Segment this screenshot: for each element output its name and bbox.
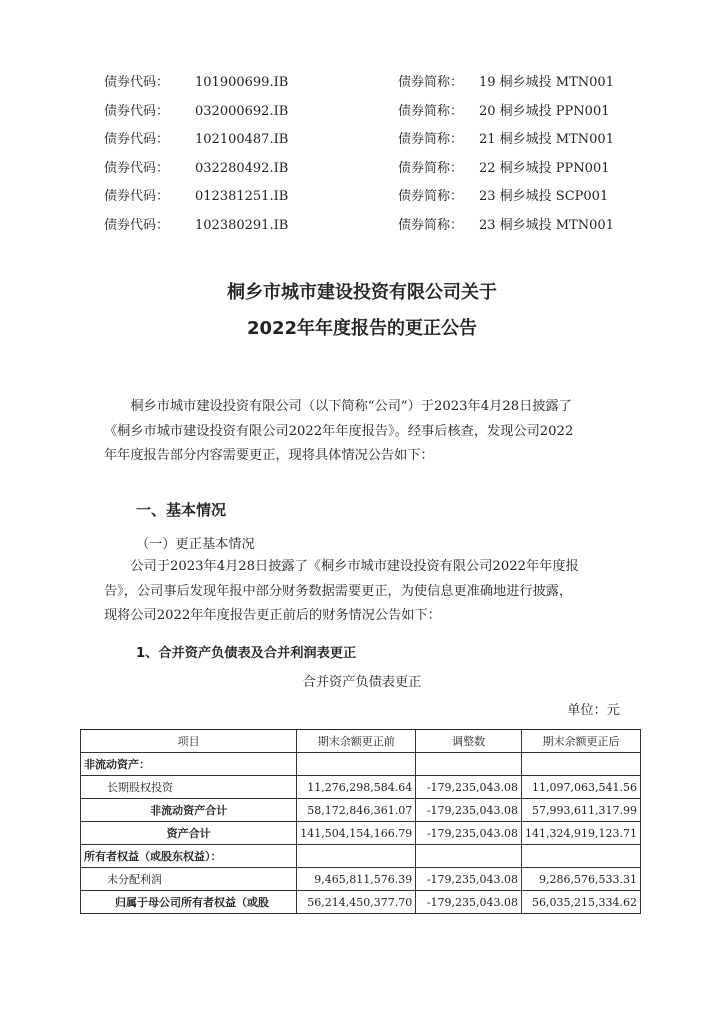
row-adjust: -179,235,043.08 <box>416 891 522 914</box>
intro-line: 年年度报告部分内容需要更正，现将具体情况公告如下： <box>104 448 434 463</box>
bond-code-label: 债券代码： <box>104 189 170 204</box>
bond-name-label: 债券简称： <box>398 104 464 119</box>
row-after: 11,097,063,541.56 <box>522 776 641 799</box>
table-row <box>81 891 641 914</box>
table-row <box>81 822 641 845</box>
bond-code: 032000692.IB <box>195 104 289 119</box>
header-cell: 调整数 <box>416 730 522 753</box>
row-after: 57,993,611,317.99 <box>522 799 641 822</box>
row-after <box>522 753 641 776</box>
bond-name: 23 桐乡城投 SCP001 <box>479 189 609 204</box>
row-after <box>522 845 641 868</box>
header-cell: 期末余额更正后 <box>522 730 641 753</box>
table-header-row <box>81 730 641 753</box>
row-item: 长期股权投资 <box>81 776 297 799</box>
bond-code: 032280492.IB <box>195 161 289 176</box>
balance-sheet-correction-table <box>80 729 641 914</box>
row-before: 11,276,298,584.64 <box>297 776 416 799</box>
bond-code-label: 债券代码： <box>104 218 170 233</box>
row-item: 所有者权益（或股东权益）： <box>81 845 297 868</box>
section-line: 告》，公司事后发现年报中部分财务数据需要更正，为使信息更准确地进行披露， <box>104 583 573 599</box>
bond-code-label: 债券代码： <box>104 161 170 176</box>
bond-name: 23 桐乡城投 MTN001 <box>479 218 614 233</box>
bond-code: 012381251.IB <box>195 189 289 204</box>
bond-code-label: 债券代码： <box>104 104 170 119</box>
row-adjust: -179,235,043.08 <box>416 799 522 822</box>
row-after: 9,286,576,533.31 <box>522 868 641 891</box>
row-before <box>297 845 416 868</box>
bond-code-label: 债券代码： <box>104 75 170 90</box>
bond-name: 19 桐乡城投 MTN001 <box>479 75 614 90</box>
bond-code: 102100487.IB <box>195 132 289 147</box>
section-heading: 一、基本情况 <box>136 501 227 519</box>
row-item: 非流动资产合计 <box>81 799 297 822</box>
row-before: 141,504,154,166.79 <box>297 822 416 845</box>
row-before <box>297 753 416 776</box>
row-item: 资产合计 <box>81 822 297 845</box>
table-row <box>81 753 641 776</box>
row-adjust <box>416 845 522 868</box>
row-after: 56,035,215,334.62 <box>522 891 641 914</box>
bond-code-label: 债券代码： <box>104 132 170 147</box>
table-row <box>81 776 641 799</box>
sub-heading: （一）更正基本情况 <box>136 537 255 552</box>
bond-name-label: 债券简称： <box>398 75 464 90</box>
row-before: 58,172,846,361.07 <box>297 799 416 822</box>
row-item: 非流动资产： <box>81 753 297 776</box>
intro-line: 《桐乡市城市建设投资有限公司2022年年度报告》。经事后核查，发现公司2022 <box>104 423 574 439</box>
row-adjust: -179,235,043.08 <box>416 776 522 799</box>
bond-code: 101900699.IB <box>195 75 289 90</box>
bond-name-label: 债券简称： <box>398 189 464 204</box>
section-paragraph <box>104 555 624 629</box>
header-cell: 期末余额更正前 <box>297 730 416 753</box>
row-item: 归属于母公司所有者权益（或股 <box>81 891 297 914</box>
row-item: 未分配利润 <box>81 868 297 891</box>
row-adjust: -179,235,043.08 <box>416 822 522 845</box>
header-cell: 项目 <box>81 730 297 753</box>
intro-line: 桐乡市城市建设投资有限公司（以下简称“公司”）于2023年4月28日披露了 <box>130 399 572 414</box>
bond-name: 22 桐乡城投 PPN001 <box>479 161 610 176</box>
section-line: 公司于2023年4月28日披露了《桐乡市城市建设投资有限公司2022年年度报 <box>130 559 579 574</box>
row-after: 141,324,919,123.71 <box>522 822 641 845</box>
bond-code: 102380291.IB <box>195 218 289 233</box>
row-before: 9,465,811,576.39 <box>297 868 416 891</box>
bond-name-label: 债券简称： <box>398 161 464 176</box>
section-line: 现将公司2022年年度报告更正前后的财务情况公告如下： <box>104 608 441 623</box>
bond-name: 21 桐乡城投 MTN001 <box>479 132 614 147</box>
table-caption: 合并资产负债表更正 <box>302 675 422 690</box>
announcement-title-line2: 2022年年度报告的更正公告 <box>246 318 478 339</box>
intro-paragraph <box>104 395 624 469</box>
bond-name-label: 债券简称： <box>398 132 464 147</box>
table-row <box>81 799 641 822</box>
table-row <box>81 868 641 891</box>
item-heading: 1、合并资产负债表及合并利润表更正 <box>136 646 357 661</box>
unit-label: 单位：元 <box>567 703 620 718</box>
row-adjust: -179,235,043.08 <box>416 868 522 891</box>
row-before: 56,214,450,377.70 <box>297 891 416 914</box>
row-adjust <box>416 753 522 776</box>
bond-name: 20 桐乡城投 PPN001 <box>479 104 610 119</box>
announcement-title-line1: 桐乡市城市建设投资有限公司关于 <box>227 282 497 303</box>
bond-name-label: 债券简称： <box>398 218 464 233</box>
table-row <box>81 845 641 868</box>
